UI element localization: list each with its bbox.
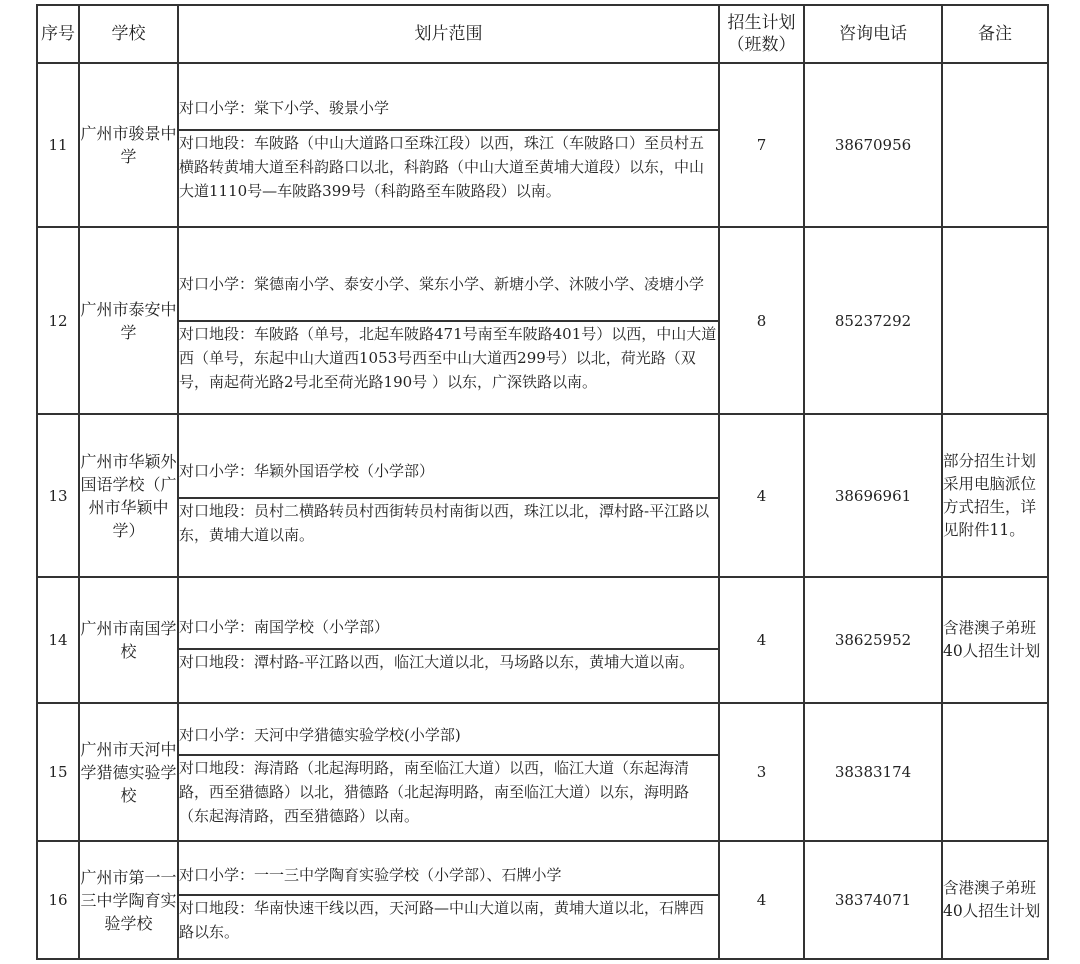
table-row [37, 63, 1048, 227]
header-note: 备注 [942, 5, 1048, 63]
area-description: 对口地段：员村二横路转员村西街转员村南街以西，珠江以北，潭村路-平江路以东，黄埔大道以南。 [179, 502, 710, 544]
note-cell [942, 703, 1048, 841]
header-range: 划片范围 [178, 5, 719, 63]
header-school: 学校 [79, 5, 178, 63]
note-cell [942, 63, 1048, 227]
phone-number: 38374071 [804, 841, 942, 959]
primary-schools: 对口小学：华颖外国语学校（小学部） [179, 444, 718, 498]
primary-schools: 对口小学：棠德南小学、泰安小学、棠东小学、新塘小学、沐陂小学、凌塘小学 [179, 247, 718, 321]
phone-number: 38670956 [804, 63, 942, 227]
header-row [37, 5, 1048, 63]
table-row [37, 414, 1048, 577]
plan-classes: 7 [719, 63, 804, 227]
table-row [37, 577, 1048, 703]
row-number: 16 [37, 841, 79, 959]
primary-schools: 对口小学：棠下小学、骏景小学 [179, 88, 718, 130]
primary-schools: 对口小学：一一三中学陶育实验学校（小学部）、石牌小学 [179, 857, 718, 895]
note-cell: 含港澳子弟班40人招生计划 [942, 577, 1048, 703]
range-cell [178, 703, 719, 841]
area-description: 对口地段：华南快速干线以西，天河路—中山大道以南，黄埔大道以北，石牌西路以东。 [179, 898, 705, 941]
school-name: 广州市骏景中学 [79, 63, 178, 227]
note-cell: 部分招生计划采用电脑派位方式招生，详见附件11。 [942, 414, 1048, 577]
phone-number: 38625952 [804, 577, 942, 703]
row-number: 12 [37, 227, 79, 414]
school-name: 广州市第一一三中学陶育实验学校 [79, 841, 178, 959]
note-cell: 含港澳子弟班40人招生计划 [942, 841, 1048, 959]
phone-number: 38696961 [804, 414, 942, 577]
phone-number: 85237292 [804, 227, 942, 414]
range-cell [178, 841, 719, 959]
area-description: 对口地段：车陂路（单号，北起车陂路471号南至车陂路401号）以西，中山大道西（单号，东起中山大道西1053号西至中山大道西299号）以北，荷光路（双号，南起荷光路2号北至荷光路190号 ）以东，广深铁路以南。 [179, 325, 717, 391]
phone-number: 38383174 [804, 703, 942, 841]
school-name: 广州市泰安中学 [79, 227, 178, 414]
range-cell [178, 227, 719, 414]
plan-classes: 4 [719, 577, 804, 703]
table-row [37, 703, 1048, 841]
area-description: 对口地段：车陂路（中山大道路口至珠江段）以西，珠江（车陂路口）至员村五横路转黄埔大道至科韵路口以北，科韵路（中山大道至黄埔大道段）以东，中山大道1110号—车陂路399号（科韵路至车陂路段）以南。 [179, 133, 705, 200]
row-number: 13 [37, 414, 79, 577]
range-cell [178, 63, 719, 227]
school-name: 广州市南国学校 [79, 577, 178, 703]
plan-classes: 3 [719, 703, 804, 841]
row-number: 14 [37, 577, 79, 703]
plan-classes: 4 [719, 414, 804, 577]
school-name: 广州市华颖外国语学校（广州市华颖中学） [79, 414, 178, 577]
header-no: 序号 [37, 5, 79, 63]
range-cell [178, 577, 719, 703]
area-description: 对口地段：潭村路-平江路以西，临江大道以北，马场路以东，黄埔大道以南。 [179, 652, 695, 671]
primary-schools: 对口小学：天河中学猎德实验学校(小学部) [179, 717, 718, 755]
enrollment-table [36, 4, 1049, 960]
area-description: 对口地段：海清路（北起海明路，南至临江大道）以西，临江大道（东起海清路，西至猎德路）以北，猎德路（北起海明路，南至临江大道）以东，海明路（东起海清路，西至猎德路）以南。 [179, 758, 690, 825]
header-phone: 咨询电话 [804, 5, 942, 63]
plan-classes: 4 [719, 841, 804, 959]
primary-schools: 对口小学：南国学校（小学部） [179, 607, 718, 649]
plan-classes: 8 [719, 227, 804, 414]
range-cell [178, 414, 719, 577]
header-plan: 招生计划（班数） [719, 5, 804, 63]
note-cell [942, 227, 1048, 414]
school-name: 广州市天河中学猎德实验学校 [79, 703, 178, 841]
row-number: 11 [37, 63, 79, 227]
table-row [37, 841, 1048, 959]
table-row [37, 227, 1048, 414]
row-number: 15 [37, 703, 79, 841]
